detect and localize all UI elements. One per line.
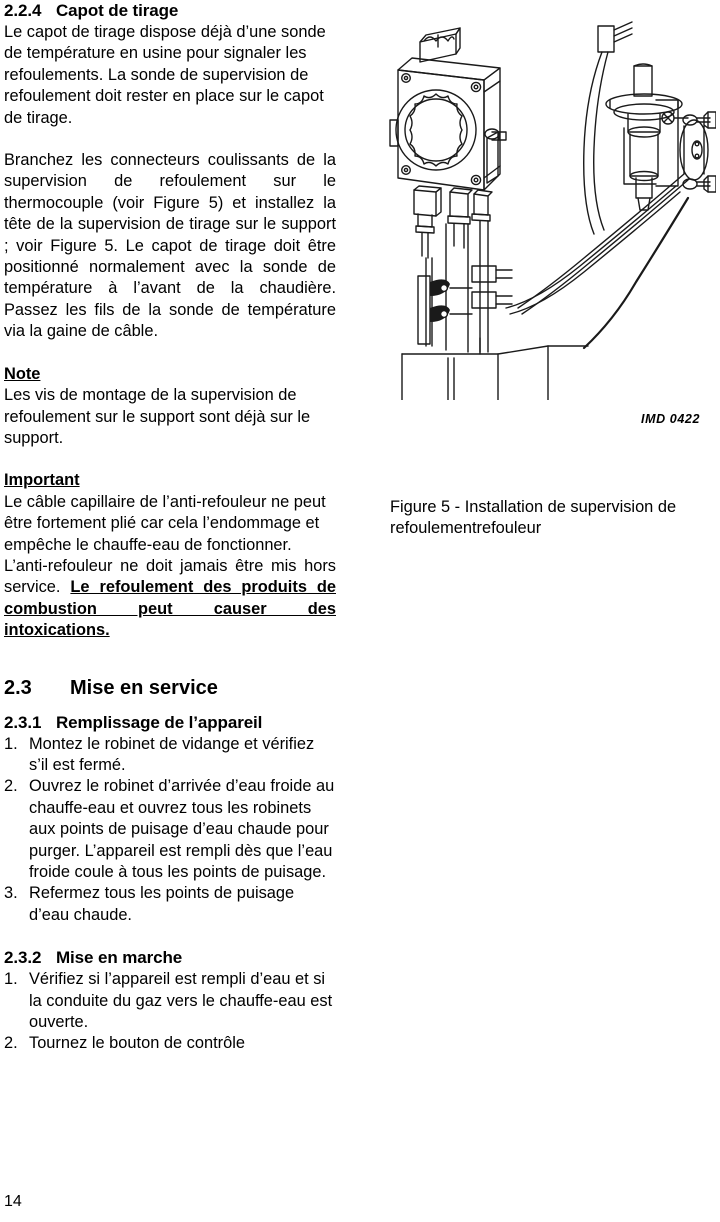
spacer [4,343,336,364]
list-item-marker: 1. [4,734,18,753]
important-paragraph-1: Le câble capillaire de l’anti-refouleur ne peut être fortement plié car cela l’endommage et empêche le chauffe-eau de fonctionner. [4,492,326,554]
note-text: Les vis de montage de la supervision de refoulement sur le support sont déjà sur le support. [4,386,311,447]
list-item [4,883,336,926]
list-item-text: Ouvrez le robinet d’arrivée d’eau froide au chauffe-eau et ouvrez tous les robinets aux points de puisage d’eau chaude pour purger. L’appareil est rempli dès que l’eau froide coule à tous les points de puisage. [29,777,335,881]
heading-2-3-1 [4,712,336,733]
heading-2-3-number: 2.3 [4,676,32,699]
heading-2-3-2-title: Mise en marche [56,948,183,968]
gas-valve-body-icon [390,28,506,352]
spacer [4,129,336,150]
list-item-text: Montez le robinet de vidange et vérifiez s’il est fermé. [29,734,315,774]
figure-5-artwork [388,8,716,400]
heading-2-3 [4,676,336,700]
figure-caption: Figure 5 - Installation de supervision de refoulementrefouleur [390,498,677,538]
paragraph-capot-intro: Le capot de tirage dispose déjà d’une sonde de température en usine pour signaler les refoulements. La sonde de supervision de refoulement doit rester en place sur le capot de tirage. [4,23,326,127]
important-warning-emphasis: Le refoulement des produits de combustion peut causer des intoxications. [4,578,336,640]
list-item-text: Refermez tous les points de puisage d’eau chaude. [29,884,295,924]
heading-2-2-4-title: Capot de tirage [56,1,179,20]
important-paragraph-2 [4,556,336,642]
list-item-text: Vérifiez si l’appareil est rempli d’eau et si la conduite du gaz vers le chauffe-eau est ouverte. [29,970,333,1032]
thermocouple-head-icon [584,22,716,234]
list-item [4,969,336,1033]
list-item-marker: 1. [4,970,18,989]
list-item [4,734,336,777]
steps-list-mise-en-marche [4,969,336,1055]
list-item-text: Tournez le bouton de contrôle [29,1034,245,1053]
base-plate-icon [402,338,588,400]
left-text-column [4,0,336,1055]
list-item [4,776,336,883]
spacer [4,926,336,947]
cable-bundle-icon [506,174,688,348]
heading-2-3-2 [4,947,336,968]
heading-2-3-1-title: Remplissage de l’appareil [56,712,263,732]
figure-column [388,8,716,538]
heading-2-2-4 [4,0,336,21]
list-item [4,1033,336,1054]
list-item-marker: 3. [4,884,18,903]
page-number: 14 [4,1193,22,1210]
heading-2-3-1-number: 2.3.1 [4,712,42,732]
steps-list-remplissage [4,734,336,927]
important-label: Important [4,471,80,490]
heading-2-3-2-number: 2.3.2 [4,948,42,968]
figure-imd-code: IMD 0422 [641,412,700,426]
list-item-marker: 2. [4,1034,18,1053]
heading-2-3-title: Mise en service [70,676,218,699]
spacer [4,642,336,676]
paragraph-branchez-connecteurs: Branchez les connecteurs coulissants de la supervision de refoulement sur le thermocouple (voir Figure 5) et installez la tête de la supervision de tirage sur le support ; voir Figure 5. Le capot de tirage doit être positionné normalement avec la sonde de température à l’avant de la chaudière. Passez les fils de la sonde de température via la gaine de câble. [4,151,336,341]
important-paragraph-2-plain: L’anti-refouleur ne doit jamais être mis hors service. [4,556,336,597]
note-label: Note [4,364,41,383]
list-item-marker: 2. [4,777,18,796]
heading-2-2-4-number: 2.2.4 [4,1,42,20]
spacer [4,449,336,470]
spacer [4,700,336,712]
